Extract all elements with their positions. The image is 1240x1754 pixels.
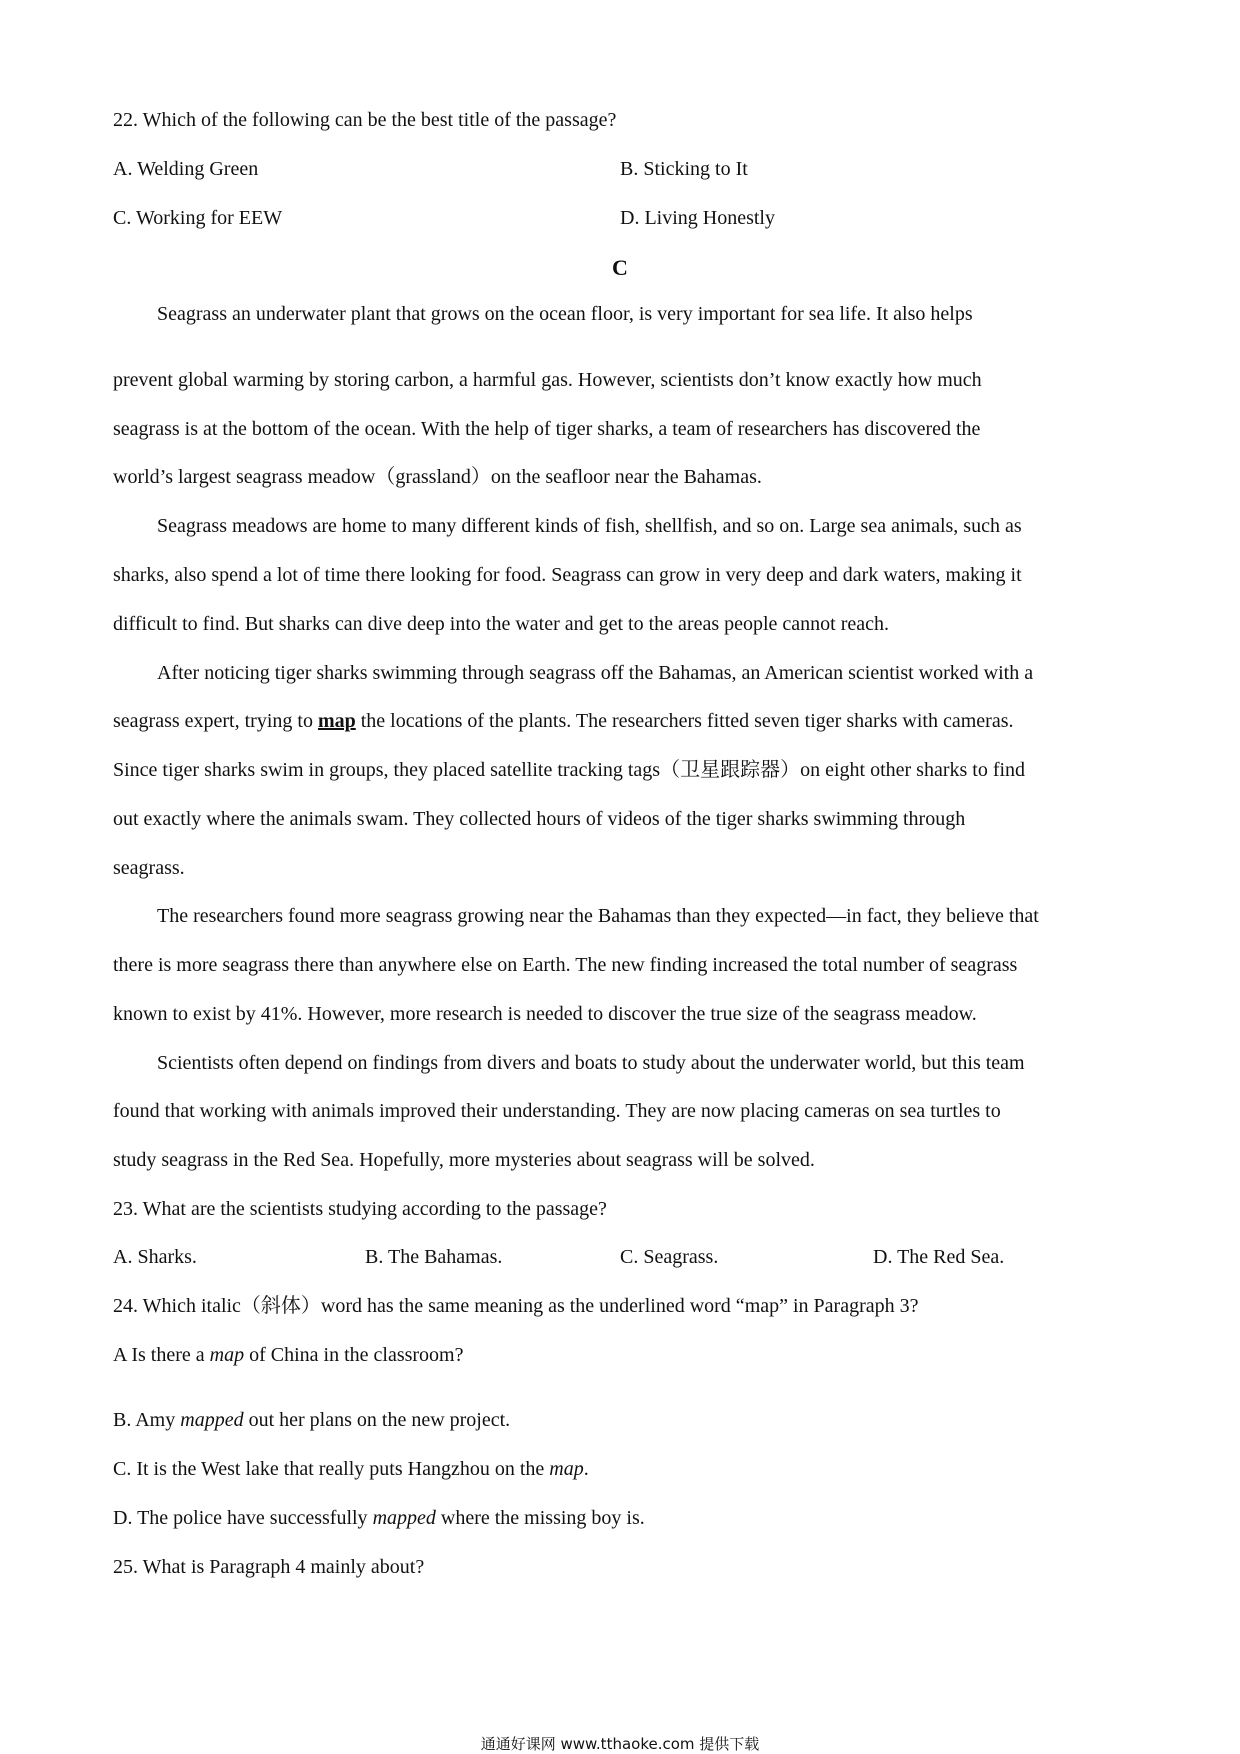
q24-option-c-start: C. It is the West lake that really puts Hangzhou on the bbox=[113, 1458, 550, 1480]
paragraph-1-line-2: prevent global warming by storing carbon, a harmful gas. However, scientists don’t know exactly how much bbox=[113, 369, 982, 391]
q24-option-c-italic: map bbox=[549, 1458, 584, 1480]
paragraph-3-line-5: seagrass. bbox=[113, 857, 185, 879]
q24-option-a bbox=[113, 1343, 464, 1367]
q24-option-a-end: of China in the classroom? bbox=[244, 1344, 464, 1366]
paragraph-3-line-2-start: seagrass expert, trying to bbox=[113, 710, 318, 732]
q23-question: 23. What are the scientists studying according to the passage? bbox=[113, 1198, 607, 1220]
q24-option-c-end: . bbox=[583, 1458, 589, 1480]
paragraph-3-line-1: After noticing tiger sharks swimming through seagrass off the Bahamas, an American scientist worked with a bbox=[157, 662, 1034, 684]
paragraph-2-line-3: difficult to find. But sharks can dive deep into the water and get to the areas people cannot reach. bbox=[113, 613, 890, 635]
q22-question: 22. Which of the following can be the best title of the passage? bbox=[113, 109, 617, 131]
q22-option-a: A. Welding Green bbox=[113, 158, 259, 180]
q23-option-b: B. The Bahamas. bbox=[365, 1246, 503, 1268]
q23-option-a: A. Sharks. bbox=[113, 1246, 197, 1268]
paragraph-3-line-2 bbox=[113, 709, 1013, 733]
q24-option-b bbox=[113, 1408, 510, 1432]
q24-question: 24. Which italic（斜体）word has the same meaning as the underlined word “map” in Paragraph 3? bbox=[113, 1295, 919, 1317]
q24-option-d bbox=[113, 1506, 645, 1530]
paragraph-2-line-1: Seagrass meadows are home to many different kinds of fish, shellfish, and so on. Large sea animals, such as bbox=[157, 515, 1022, 537]
q24-option-c bbox=[113, 1457, 589, 1481]
q22-option-c: C. Working for EEW bbox=[113, 207, 283, 229]
paragraph-5-line-3: study seagrass in the Red Sea. Hopefully, more mysteries about seagrass will be solved. bbox=[113, 1149, 815, 1171]
q24-option-d-start: D. The police have successfully bbox=[113, 1507, 373, 1529]
q24-option-a-italic: map bbox=[209, 1344, 245, 1366]
paragraph-4-line-1: The researchers found more seagrass growing near the Bahamas than they expected—in fact, they believe that bbox=[157, 905, 1039, 927]
paragraph-3-line-4: out exactly where the animals swam. They collected hours of videos of the tiger sharks swimming through bbox=[113, 808, 966, 830]
q23-option-d: D. The Red Sea. bbox=[873, 1246, 1005, 1268]
q24-option-b-start: B. Amy bbox=[113, 1409, 181, 1431]
paragraph-5-line-2: found that working with animals improved their understanding. They are now placing cameras on sea turtles to bbox=[113, 1100, 1001, 1122]
paragraph-1-line-4: world’s largest seagrass meadow（grassland）on the seafloor near the Bahamas. bbox=[113, 466, 762, 488]
page-footer: 通通好课网 www.tthaoke.com 提供下载 bbox=[480, 1735, 760, 1753]
q22-option-d: D. Living Honestly bbox=[620, 207, 775, 229]
q24-option-d-italic: mapped bbox=[372, 1507, 436, 1529]
paragraph-4-line-3: known to exist by 41%. However, more research is needed to discover the true size of the seagrass meadow. bbox=[113, 1003, 977, 1025]
paragraph-5-line-1: Scientists often depend on findings from divers and boats to study about the underwater world, but this team bbox=[157, 1052, 1025, 1074]
paragraph-3-line-2-end: the locations of the plants. The researchers fitted seven tiger sharks with cameras. bbox=[355, 710, 1014, 732]
q22-option-b: B. Sticking to It bbox=[620, 158, 748, 180]
q24-option-a-start: A Is there a bbox=[113, 1344, 210, 1366]
paragraph-1-line-3: seagrass is at the bottom of the ocean. With the help of tiger sharks, a team of researchers has discovered the bbox=[113, 418, 981, 440]
underlined-word-map: map bbox=[317, 710, 356, 732]
q24-option-b-end: out her plans on the new project. bbox=[243, 1409, 511, 1431]
section-title: C bbox=[612, 255, 628, 280]
paragraph-4-line-2: there is more seagrass there than anywhere else on Earth. The new finding increased the total number of seagrass bbox=[113, 954, 1018, 976]
paragraph-3-line-3: Since tiger sharks swim in groups, they placed satellite tracking tags（卫星跟踪器）on eight other sharks to find bbox=[113, 759, 1026, 781]
paragraph-2-line-2: sharks, also spend a lot of time there looking for food. Seagrass can grow in very deep and dark waters, making it bbox=[113, 564, 1022, 586]
q24-option-d-end: where the missing boy is. bbox=[435, 1507, 645, 1529]
q23-option-c: C. Seagrass. bbox=[620, 1246, 719, 1268]
paragraph-1-line-1: Seagrass an underwater plant that grows on the ocean floor, is very important for sea life. It also helps bbox=[157, 303, 973, 325]
q25-question: 25. What is Paragraph 4 mainly about? bbox=[113, 1556, 425, 1578]
q24-option-b-italic: mapped bbox=[180, 1409, 244, 1431]
